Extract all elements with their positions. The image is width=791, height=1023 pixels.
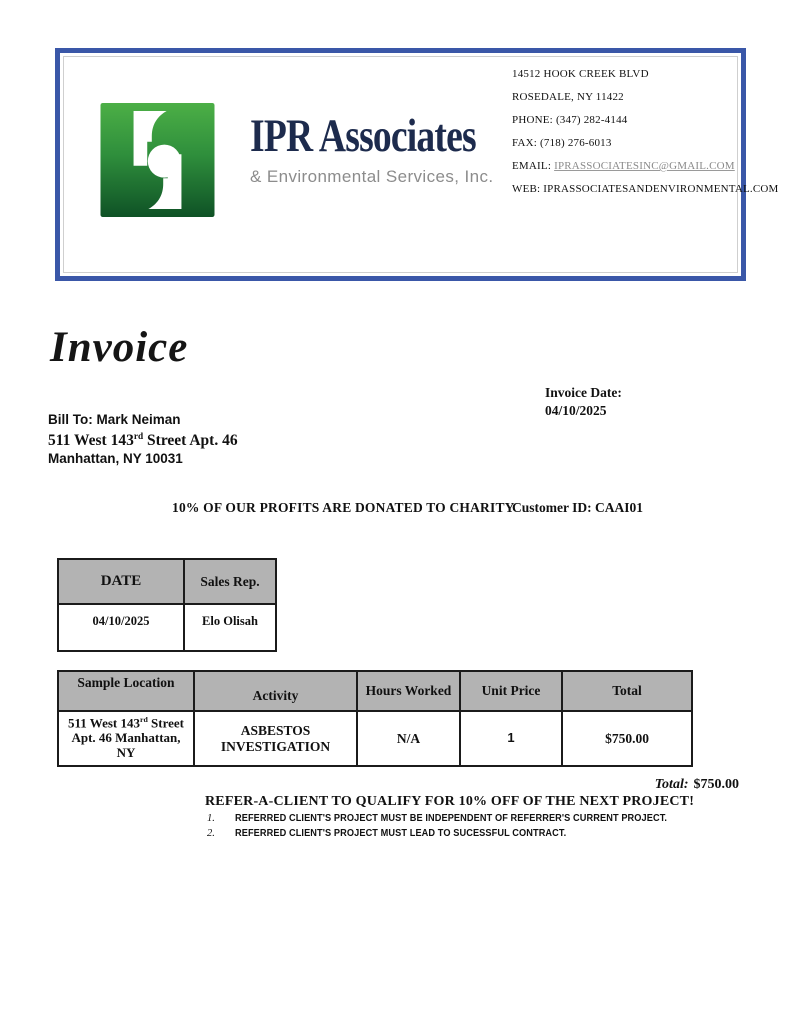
company-header xyxy=(55,48,779,281)
bill-to-name: Bill To: Mark Neiman xyxy=(48,412,181,427)
sample-location-cell: 511 West 143rd Street Apt. 46 Manhattan, NY xyxy=(59,712,195,765)
table-row xyxy=(59,712,691,765)
sales-rep-column-header: Sales Rep. xyxy=(185,560,275,603)
activity-header: Activity xyxy=(195,672,358,710)
contact-info xyxy=(512,68,779,196)
total-value: $750.00 xyxy=(693,777,739,792)
date-sales-rep-table xyxy=(57,558,277,652)
invoice-date-block xyxy=(545,384,622,419)
list-item xyxy=(207,828,705,839)
activity-cell: ASBESTOS INVESTIGATION xyxy=(195,712,358,765)
hours-worked-cell: N/A xyxy=(358,712,461,765)
bill-to-block xyxy=(48,412,238,467)
date-cell: 04/10/2025 xyxy=(59,605,185,650)
contact-address-line2: ROSEDALE, NY 11422 xyxy=(512,91,624,103)
hours-worked-header: Hours Worked xyxy=(358,672,461,710)
promo-headline: REFER-A-CLIENT TO QUALIFY FOR 10% OFF OF THE NEXT PROJECT! xyxy=(205,794,695,809)
total-cell: $750.00 xyxy=(605,730,649,746)
sales-rep-cell: Elo Olisah xyxy=(202,614,258,628)
charity-note: 10% OF OUR PROFITS ARE DONATED TO CHARITY xyxy=(172,500,515,515)
page-title: Invoice xyxy=(50,324,189,371)
list-item xyxy=(207,813,705,824)
invoice-date-value: 04/10/2025 xyxy=(545,402,607,418)
total-header: Total xyxy=(563,672,691,710)
contact-web: WEB: IPRASSOCIATESANDENVIRONMENTAL.COM xyxy=(512,183,779,195)
total-label: Total: xyxy=(654,777,689,792)
contact-email: EMAIL: IPRASSOCIATESINC@GMAIL.COM xyxy=(512,160,735,172)
invoice-total xyxy=(655,777,739,793)
unit-price-cell: 1 xyxy=(461,712,563,765)
email-link: IPRASSOCIATESINC@GMAIL.COM xyxy=(554,160,735,172)
term-number: 1. xyxy=(207,813,215,824)
bill-to-street: 511 West 143rd Street Apt. 46 xyxy=(48,432,238,450)
term-text: REFERRED CLIENT'S PROJECT MUST LEAD TO SUCESSFUL CONTRACT. xyxy=(235,827,567,839)
promo-terms-list xyxy=(207,813,705,842)
term-number: 2. xyxy=(207,827,215,839)
table-header-row xyxy=(59,672,691,712)
brand-block xyxy=(250,111,550,187)
unit-price-header: Unit Price xyxy=(461,672,563,710)
invoice-date-label: Invoice Date: xyxy=(545,385,622,400)
sample-location-header: Sample Location xyxy=(59,672,195,710)
customer-id: Customer ID: CAAI01 xyxy=(512,500,643,515)
company-logo-icon xyxy=(98,103,217,217)
line-items-table xyxy=(57,670,693,767)
bill-to-city: Manhattan, NY 10031 xyxy=(48,451,183,467)
term-text: REFERRED CLIENT'S PROJECT MUST BE INDEPENDENT OF REFERRER'S CURRENT PROJECT. xyxy=(235,813,668,824)
contact-fax: FAX: (718) 276-6013 xyxy=(512,137,612,149)
contact-address-line1: 14512 HOOK CREEK BLVD xyxy=(512,68,649,80)
table-row xyxy=(59,605,275,650)
brand-tagline: & Environmental Services, Inc. xyxy=(250,167,494,186)
brand-name: IPR Associates xyxy=(250,110,476,162)
date-column-header: DATE xyxy=(59,560,185,603)
contact-phone: PHONE: (347) 282-4144 xyxy=(512,114,628,126)
table-header-row xyxy=(59,560,275,605)
